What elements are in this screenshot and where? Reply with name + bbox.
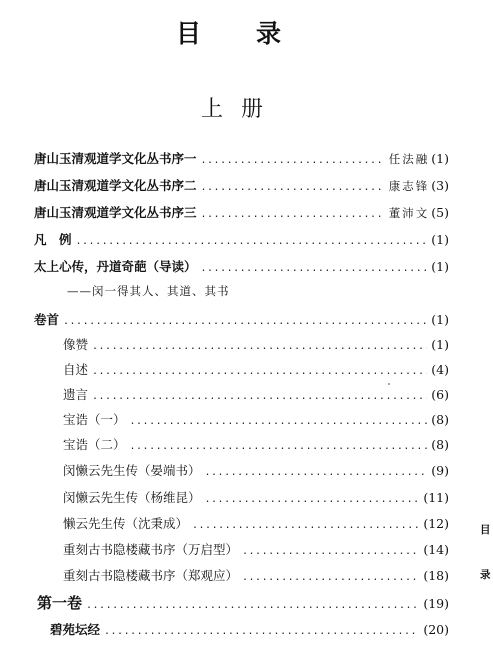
scan-speck — [388, 383, 390, 385]
entry-page: (4) — [431, 362, 449, 377]
volume-char-2: 册 — [241, 97, 264, 122]
entry-label: 凡 例 — [34, 232, 72, 247]
dot-leader — [242, 572, 419, 583]
entry-label: 宝诰（二） — [63, 437, 126, 452]
dot-leader — [192, 520, 419, 531]
dot-leader — [92, 366, 427, 377]
entry-page: (8) — [431, 437, 449, 452]
entry-page: (1) — [431, 337, 449, 352]
entry-page: (3) — [431, 178, 449, 193]
entry-label: 重刻古书隐楼藏书序（万启型） — [63, 542, 239, 557]
toc-entry-preface-1[interactable] — [34, 149, 449, 167]
entry-author: 董沛文 — [388, 206, 430, 220]
entry-label: 太上心传，丹道奇葩（导读） — [34, 259, 197, 274]
entry-page: (12) — [423, 516, 449, 531]
entry-author: 任法融 — [388, 152, 430, 166]
entry-page: (8) — [431, 412, 449, 427]
entry-label: 重刻古书隐楼藏书序（郑观应） — [63, 568, 239, 583]
entry-label: 遗言 — [63, 387, 89, 402]
toc-entry-reprint-preface-wan[interactable] — [63, 540, 449, 558]
entry-page: (1) — [431, 151, 449, 166]
entry-label: 唐山玉清观道学文化丛书序一 — [34, 151, 197, 166]
entry-label: 第一卷 — [37, 594, 83, 612]
dot-leader — [201, 263, 428, 274]
toc-entry-front-volume[interactable] — [34, 310, 449, 328]
entry-label: 自述 — [63, 362, 89, 377]
running-header-char-1: 目 — [480, 524, 491, 536]
toc-entry-self-account[interactable] — [63, 360, 449, 378]
toc-entry-introduction[interactable] — [34, 257, 449, 275]
entry-page: (19) — [423, 596, 449, 611]
toc-entry-preface-2[interactable] — [34, 176, 449, 194]
entry-label: 闵懒云先生传（晏端书） — [63, 463, 201, 478]
entry-page: (18) — [423, 568, 449, 583]
entry-label: 卷首 — [34, 312, 60, 327]
toc-entry-decree-2[interactable] — [63, 435, 449, 453]
entry-page: (9) — [431, 463, 449, 478]
dot-leader — [92, 341, 427, 352]
dot-leader — [201, 182, 385, 193]
running-header-char-2: 录 — [480, 569, 491, 581]
entry-label: 碧苑坛经 — [50, 622, 101, 637]
toc-entry-portrait[interactable] — [63, 335, 449, 353]
title-char-1: 目 — [176, 19, 202, 48]
toc-entry-biography-shen[interactable] — [63, 514, 449, 532]
entry-page: (1) — [431, 312, 449, 327]
entry-page: (6) — [431, 387, 449, 402]
toc-entry-preface-3[interactable] — [34, 203, 449, 221]
entry-page: (14) — [423, 542, 449, 557]
entry-label: 懒云先生传（沈秉成） — [63, 516, 189, 531]
toc-entry-notes[interactable] — [34, 230, 449, 248]
toc-entry-biyuan-tanjing[interactable] — [50, 620, 449, 638]
dot-leader — [76, 236, 428, 247]
dot-leader — [92, 391, 427, 402]
toc-entry-reprint-preface-zheng[interactable] — [63, 566, 449, 584]
introduction-subtitle: ——闵一得其人、其道、其书 — [67, 284, 230, 298]
dot-leader — [205, 467, 428, 478]
dot-leader — [201, 155, 385, 166]
dot-leader — [63, 316, 427, 327]
toc-entry-last-words[interactable] — [63, 385, 449, 403]
dot-leader — [130, 441, 428, 452]
dot-leader — [130, 416, 428, 427]
toc-entry-biography-yan[interactable] — [63, 461, 449, 479]
entry-label: 唐山玉清观道学文化丛书序二 — [34, 178, 197, 193]
entry-page: (1) — [431, 259, 449, 274]
entry-page: (11) — [423, 490, 449, 505]
dot-leader — [205, 494, 420, 505]
entry-page: (20) — [423, 622, 449, 637]
volume-char-1: 上 — [201, 97, 224, 122]
toc-entry-decree-1[interactable] — [63, 410, 449, 428]
entry-label: 宝诰（一） — [63, 412, 126, 427]
entry-label: 唐山玉清观道学文化丛书序三 — [34, 205, 197, 220]
dot-leader — [201, 209, 385, 220]
dot-leader — [104, 626, 419, 637]
dot-leader — [242, 546, 419, 557]
entry-label: 像赞 — [63, 337, 89, 352]
entry-page: (1) — [431, 232, 449, 247]
title-char-2: 录 — [256, 19, 282, 48]
dot-leader — [86, 600, 419, 611]
toc-entry-biography-yang[interactable] — [63, 488, 449, 506]
entry-label: 闵懒云先生传（杨维昆） — [63, 490, 201, 505]
entry-author: 康志锋 — [388, 179, 430, 193]
entry-page: (5) — [431, 205, 449, 220]
toc-entry-volume-one[interactable] — [37, 592, 449, 613]
